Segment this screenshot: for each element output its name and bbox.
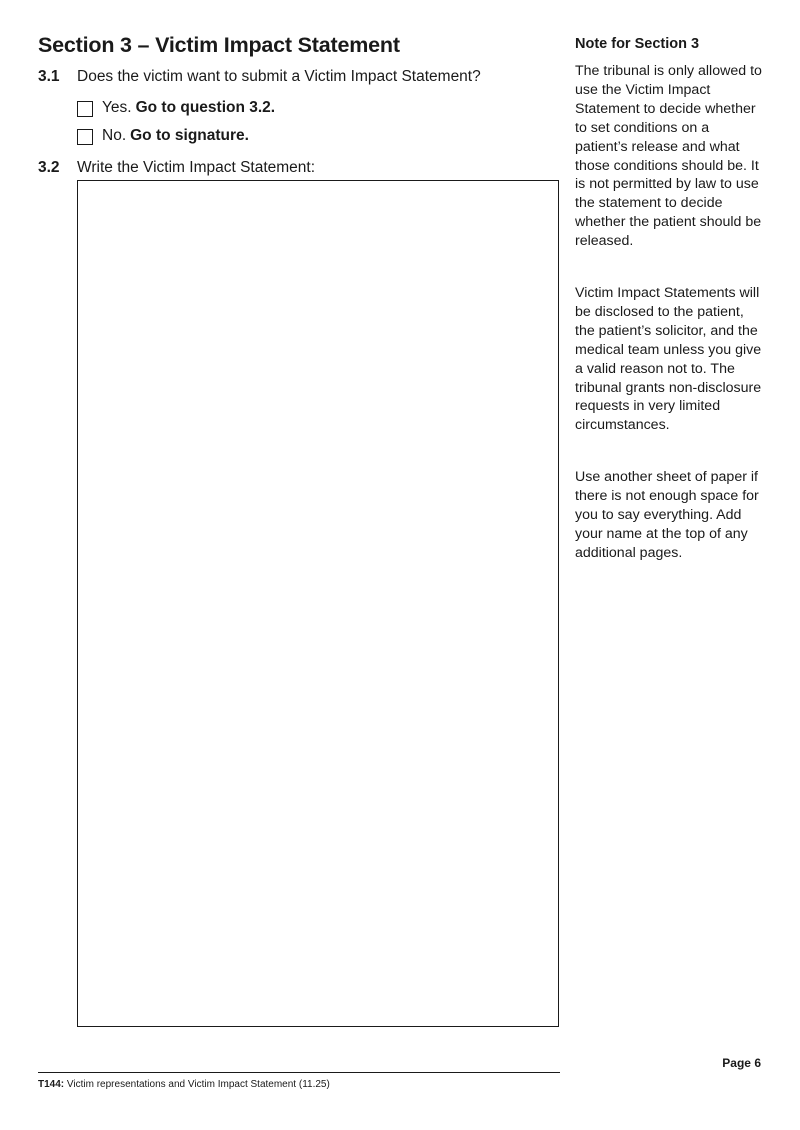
question-3-1-number: 3.1 — [38, 68, 60, 85]
victim-impact-statement-field[interactable] — [77, 180, 559, 1027]
page-number: Page 6 — [722, 1056, 761, 1070]
section-title: Section 3 – Victim Impact Statement — [38, 33, 400, 57]
footer-form-code: T144: — [38, 1079, 65, 1090]
note-paragraph-2: Victim Impact Statements will be disclosed to the patient, the patient’s solicitor, and the medical team unless you give a valid reason not to. The tribunal grants non-disclosure requests in very limited circumstances. — [575, 285, 762, 434]
footer-form-reference — [38, 1079, 330, 1090]
question-3-2-number: 3.2 — [38, 159, 60, 176]
option-yes-instruction: Go to question 3.2. — [135, 99, 276, 116]
option-no — [77, 127, 249, 145]
question-3-2-text: Write the Victim Impact Statement: — [77, 159, 316, 176]
option-no-label: No. — [102, 127, 127, 144]
note-paragraph-1: The tribunal is only allowed to use the Victim Impact Statement to decide whether to set conditions on a patient’s release and what those conditions should be. It is not permitted by law to use the statement to decide whether the patient should be released. — [575, 63, 762, 250]
yes-checkbox[interactable] — [77, 101, 93, 117]
option-no-instruction: Go to signature. — [130, 127, 249, 144]
footer-form-title: Victim representations and Victim Impact Statement (11.25) — [66, 1079, 330, 1090]
note-paragraph-3: Use another sheet of paper if there is not enough space for you to say everything. Add your name at the top of any additional pages. — [575, 469, 759, 561]
no-checkbox[interactable] — [77, 129, 93, 145]
footer-divider — [38, 1072, 560, 1073]
option-yes — [77, 99, 275, 117]
option-yes-label: Yes. — [102, 99, 132, 116]
question-3-1-text: Does the victim want to submit a Victim Impact Statement? — [77, 68, 481, 85]
note-title: Note for Section 3 — [575, 36, 700, 52]
